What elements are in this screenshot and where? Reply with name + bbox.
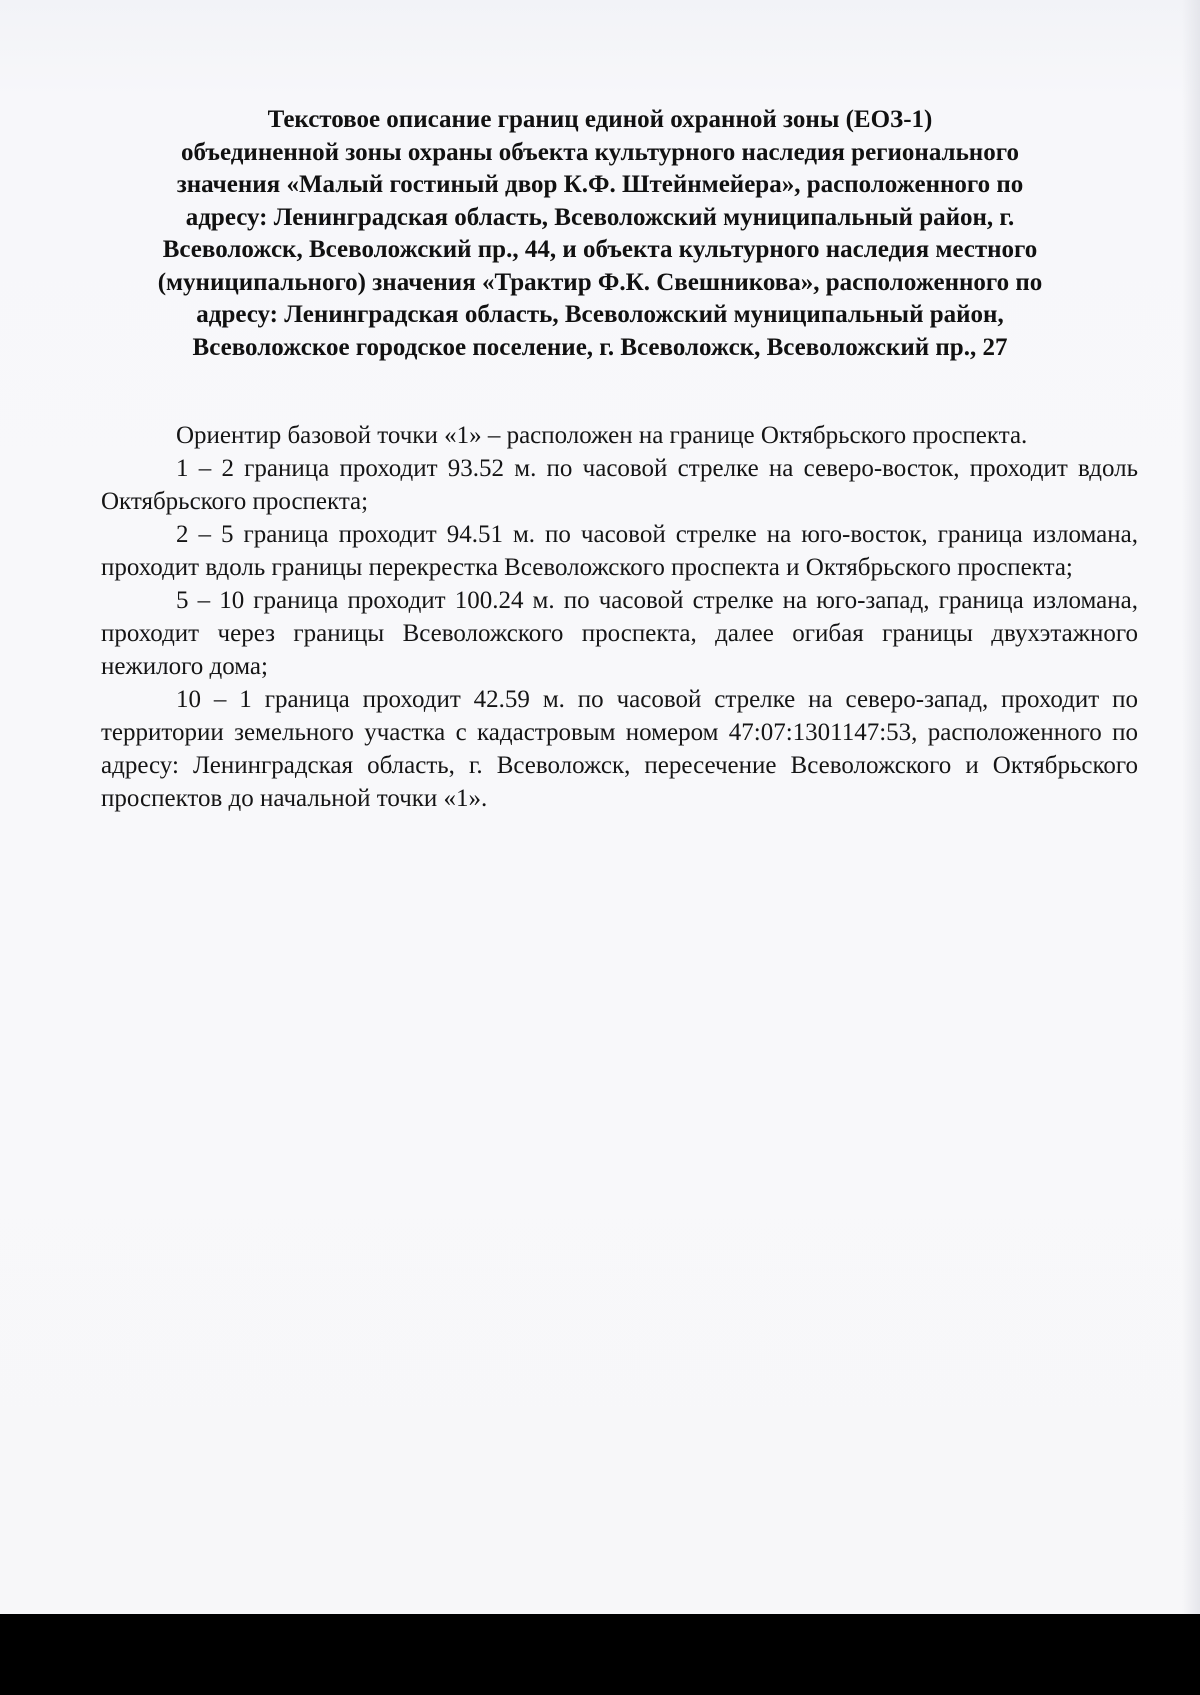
title-line-1: Текстовое описание границ единой охранной зоны (ЕОЗ-1) — [267, 106, 933, 133]
paragraph-segment-2-5: 2 – 5 граница проходит 94.51 м. по часовой стрелке на юго-восток, граница изломана, проходит вдоль границы перекрестка Всеволожского проспекта и Октябрьского проспекта; — [101, 521, 1138, 581]
title-line-4: адресу: Ленинградская область, Всеволожский муниципальный район, г. — [185, 203, 1015, 231]
paragraph-segment-10-1: 10 – 1 граница проходит 42.59 м. по часовой стрелке на северо-запад, проходит по территории земельного участка с кадастровым номером 47:07:1301147:53, расположенного по адресу: Ленинградская область, г. Всеволожск, пересечение Всеволожского и Октябрьского проспектов до начальной точки «1». — [101, 686, 1138, 812]
paragraph-segment-5-10: 5 – 10 граница проходит 100.24 м. по часовой стрелке на юго-запад, граница изломана, проходит через границы Всеволожского проспекта, далее огибая границы двухэтажного нежилого дома; — [101, 587, 1138, 680]
title-line-2: объединенной зоны охраны объекта культурного наследия регионального — [181, 138, 1019, 166]
paragraph-base-point: Ориентир базовой точки «1» – расположен на границе Октябрьского проспекта. — [176, 422, 1028, 449]
scan-edge-shadow — [1182, 0, 1200, 1614]
title-line-6: (муниципального) значения «Трактир Ф.К. Свешникова», расположенного по — [157, 268, 1043, 296]
title-line-7: адресу: Ленинградская область, Всеволожский муниципальный район, — [196, 301, 1004, 328]
title-line-5: Всеволожск, Всеволожский пр., 44, и объекта культурного наследия местного — [162, 236, 1038, 263]
paragraph-segment-1-2: 1 – 2 граница проходит 93.52 м. по часовой стрелке на северо-восток, проходит вдоль Октябрьского проспекта; — [101, 455, 1138, 515]
title-line-3: значения «Малый гостиный двор К.Ф. Штейнмейера», расположенного по — [176, 171, 1024, 198]
document-body — [101, 419, 1138, 815]
title-line-8: Всеволожское городское поселение, г. Всеволожск, Всеволожский пр., 27 — [192, 333, 1008, 361]
scan-bottom-border — [0, 1614, 1200, 1695]
document-title — [100, 104, 1100, 364]
